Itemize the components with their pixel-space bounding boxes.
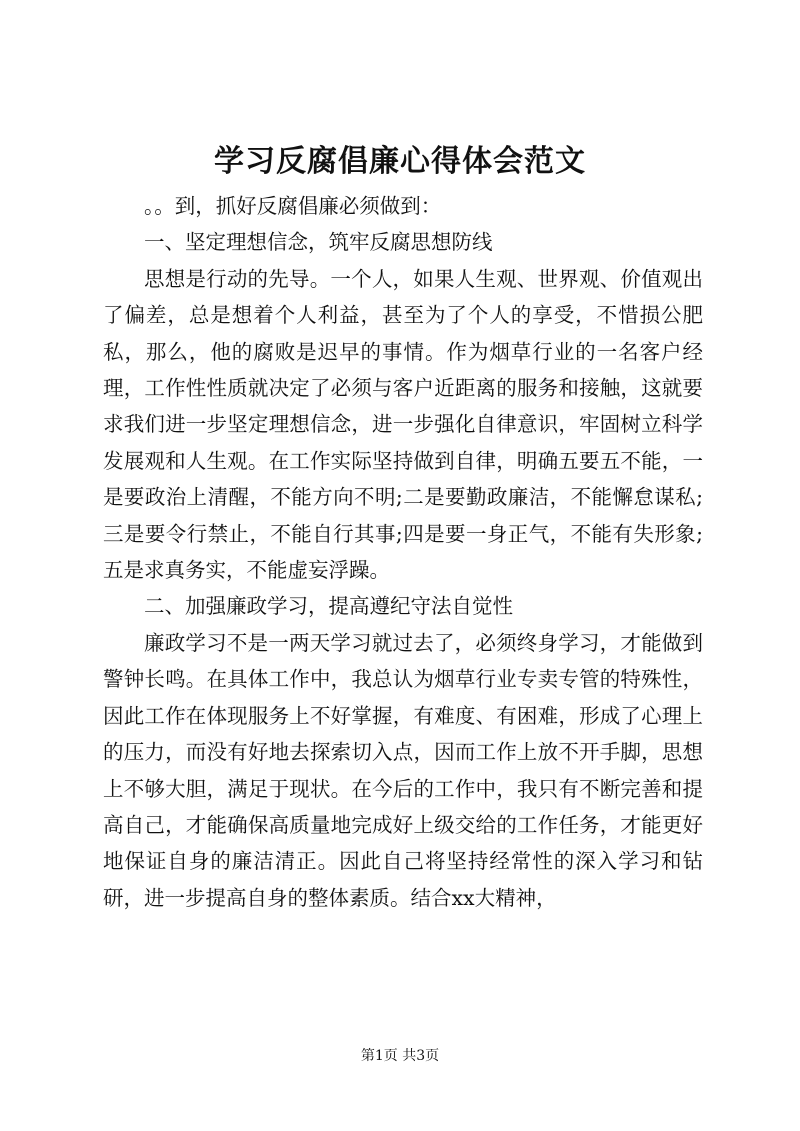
intro-paragraph: 。。到，抓好反腐倡廉必须做到： <box>144 194 442 218</box>
body-paragraph-2: 廉政学习不是一两天学习就过去了，必须终身学习，才能做到警钟长鸣。在具体工作中，我总认为烟草行业专卖专管的特殊性，因此工作在体现服务上不好掌握，有难度、有困难，形成了心理上的压力，而没有好地去探索切入点，因而工作上放不开手脚，思想上不够大胆，满足于现状。在今后的工作中，我只有不断完善和提高自己，才能确保高质量地完成好上级交给的工作任务，才能更好地保证自身的廉洁清正。因此自己将坚持经常性的深入学习和钻研，进一步提高自身的整体素质。结合xx大精神， <box>103 630 703 910</box>
document-title: 学习反腐倡廉心得体会范文 <box>214 144 586 179</box>
section-heading-1: 一、坚定理想信念，筑牢反腐思想防线 <box>144 230 493 255</box>
document-body <box>103 188 703 916</box>
body-paragraph-1: 思想是行动的先导。一个人，如果人生观、世界观、价值观出了偏差，总是想着个人利益，甚至为了个人的享受，不惜损公肥私，那么，他的腐败是迟早的事情。作为烟草行业的一名客户经理，工作性性质就决定了必须与客户近距离的服务和接触，这就要求我们进一步坚定理想信念，进一步强化自律意识，牢固树立科学发展观和人生观。在工作实际坚持做到自律，明确五要五不能，一是要政治上清醒，不能方向不明;二是要勤政廉洁，不能懈怠谋私;三是要令行禁止，不能自行其事;四是要一身正气，不能有失形象;五是求真务实，不能虚妄浮躁。 <box>103 266 703 583</box>
page-footer: 第1页 共3页 <box>360 1048 440 1064</box>
section-heading-2: 二、加强廉政学习，提高遵纪守法自觉性 <box>144 594 513 619</box>
